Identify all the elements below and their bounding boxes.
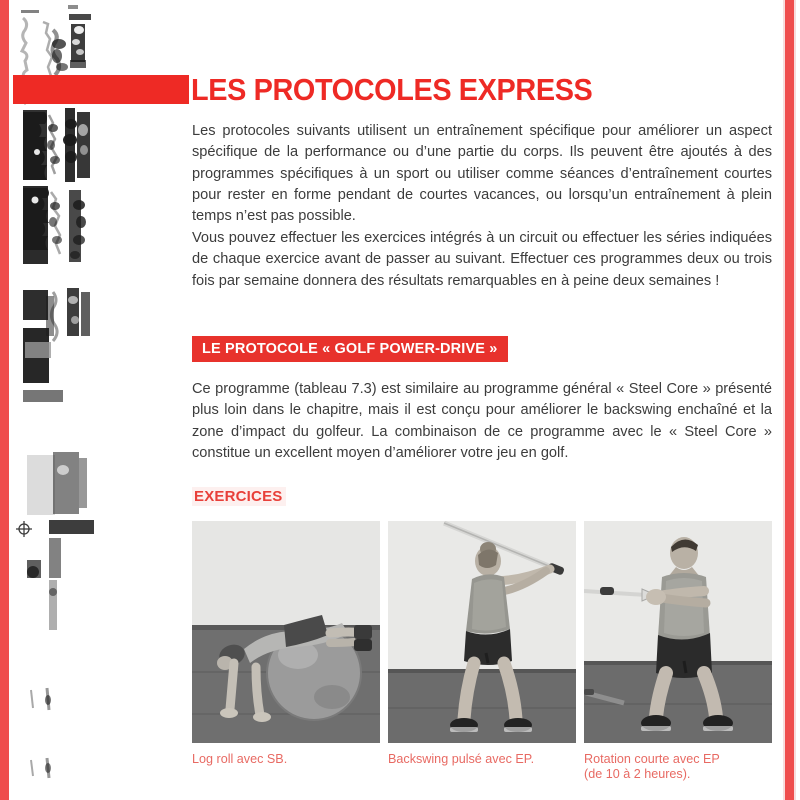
- right-pink-hairline-outer: [794, 0, 796, 800]
- intro-paragraph-2-block: [192, 228, 772, 292]
- title-red-bar: [13, 75, 189, 104]
- short-rotation-band-photo: [584, 521, 772, 743]
- backswing-pulse-band-photo: [388, 521, 576, 743]
- grunge-texture-band: [13, 0, 188, 800]
- exercise-item-3: [584, 521, 772, 782]
- page-title: LES PROTOCOLES EXPRESS: [191, 72, 593, 107]
- protocol-banner: [192, 336, 508, 362]
- exercise-caption-2-line-1: Backswing pulsé avec EP.: [388, 752, 535, 766]
- exercise-item-2: [388, 521, 576, 782]
- log-roll-stability-ball-photo: [192, 521, 380, 743]
- exercise-caption-3-line-1: Rotation courte avec EP: [584, 752, 720, 766]
- exercise-item-1: [192, 521, 380, 782]
- exercise-caption-1: [192, 752, 380, 767]
- exercise-caption-3: [584, 752, 772, 782]
- protocol-banner-label: LE PROTOCOLE « GOLF POWER-DRIVE »: [202, 341, 498, 357]
- exercise-caption-1-line-1: Log roll avec SB.: [192, 752, 288, 766]
- exercise-caption-2: [388, 752, 576, 767]
- right-red-edge-stripe: [785, 0, 794, 800]
- left-red-edge-stripe: [0, 0, 9, 800]
- exercises-heading: EXERCICES: [192, 487, 286, 506]
- intro-paragraph-1-block: [192, 121, 772, 227]
- content-column: [189, 0, 774, 800]
- protocol-description: Ce programme (tableau 7.3) est similaire au programme général « Steel Core » présenté plus loin dans le chapitre, mais il est conçu pour améliorer le backswing enchaîné et la zone d’impact du golfeur. La combinaison de ce programme avec le « Steel Core » constitue un excellent moyen d’améliorer votre jeu en golf.: [192, 381, 772, 461]
- protocol-description-block: [192, 379, 772, 464]
- intro-paragraph-1: Les protocoles suivants utilisent un entraînement spécifique pour améliorer un aspect spécifique de la performance ou d’une partie du corps. Ils peuvent être ajoutés à des programmes spécifiques à un sport ou utiliser comme séances d’entraînement courtes pour rester en forme pendant de courtes vacances, ou lorsqu’un entraînement à plein temps n’est pas possible.: [192, 123, 772, 225]
- intro-paragraph-2: Vous pouvez effectuer les exercices intégrés à un circuit ou effectuer les séries indiquées de chaque exercice avant de passer au suivant. Effectuer ces programmes deux ou trois fois par semaine donnera des résultats remarquables en à peine deux semaines !: [192, 230, 772, 289]
- exercise-photo-row: [192, 521, 772, 782]
- exercise-caption-3-line-2: (de 10 à 2 heures).: [584, 767, 691, 781]
